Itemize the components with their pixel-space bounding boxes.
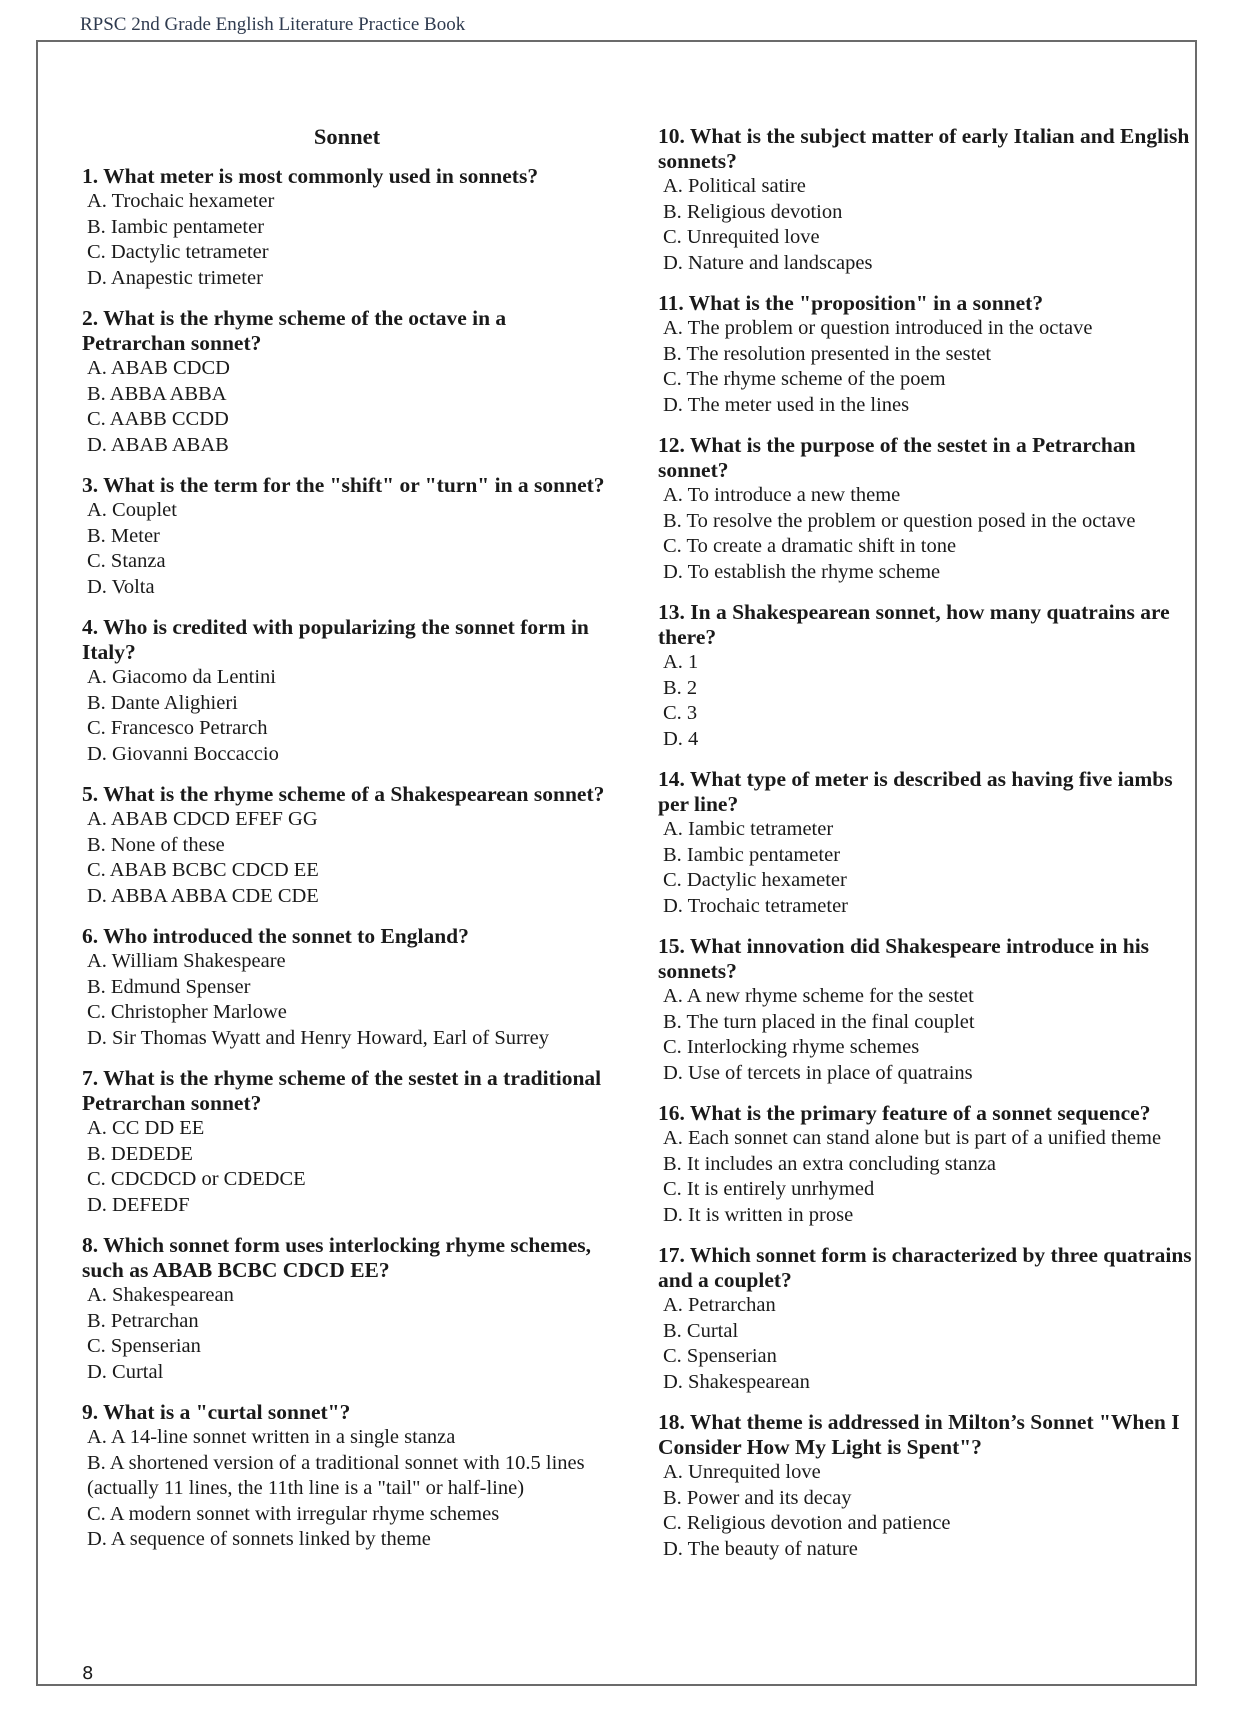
answer-option: A. Shakespearean xyxy=(87,1284,234,1306)
question-block xyxy=(82,1066,612,1218)
question-block xyxy=(82,924,612,1051)
answer-option: B. Edmund Spenser xyxy=(87,975,251,998)
right-column xyxy=(658,82,1198,1577)
question-block xyxy=(658,767,1198,919)
answer-option: B. Iambic pentameter xyxy=(87,215,265,238)
answer-option: D. DEFEDF xyxy=(87,1193,190,1216)
answer-option: D. Use of tercets in place of quatrains xyxy=(663,1061,973,1084)
question-block xyxy=(82,473,612,600)
answer-option: C. Unrequited love xyxy=(663,226,820,248)
question-text: 4. Who is credited with popularizing the sonnet form in Italy? xyxy=(82,615,589,664)
answer-option: C. To create a dramatic shift in tone xyxy=(663,535,957,557)
answer-option: D. The meter used in the lines xyxy=(663,393,910,416)
answer-option: C. Spenserian xyxy=(663,1345,777,1367)
answer-option: D. A sequence of sonnets linked by theme xyxy=(87,1528,431,1550)
answer-option: A. William Shakespeare xyxy=(87,950,286,972)
question-text: 7. What is the rhyme scheme of the sestet in a traditional Petrarchan sonnet? xyxy=(82,1066,602,1115)
answer-option: D. To establish the rhyme scheme xyxy=(663,560,941,583)
answer-option: A. A new rhyme scheme for the sestet xyxy=(663,985,974,1007)
answer-option: C. CDCDCD or CDEDCE xyxy=(87,1168,306,1190)
answer-option: B. A shortened version of a traditional sonnet with 10.5 lines (actually 11 lines, the 11th line is a "tail" or half-line) xyxy=(87,1451,585,1499)
answer-option: D. Curtal xyxy=(87,1360,164,1383)
answer-option: B. Petrarchan xyxy=(87,1309,199,1332)
question-text: 1. What meter is most commonly used in sonnets? xyxy=(82,164,539,188)
question-text: 16. What is the primary feature of a sonnet sequence? xyxy=(658,1101,1151,1125)
answer-option: A. Giacomo da Lentini xyxy=(87,666,277,688)
answer-option: C. ABAB BCBC CDCD EE xyxy=(87,859,319,881)
answer-option: A. Iambic tetrameter xyxy=(663,818,834,840)
answer-option: D. Volta xyxy=(87,575,155,598)
question-block xyxy=(658,1243,1198,1395)
answer-option: B. Dante Alighieri xyxy=(87,691,238,714)
answer-option: C. A modern sonnet with irregular rhyme schemes xyxy=(87,1502,500,1525)
answer-option: D. Sir Thomas Wyatt and Henry Howard, Earl of Surrey xyxy=(87,1026,550,1049)
answer-option: C. Francesco Petrarch xyxy=(87,717,268,739)
answer-option: B. Iambic pentameter xyxy=(663,843,841,866)
answer-option: C. Dactylic hexameter xyxy=(663,869,847,891)
answer-option: D. Giovanni Boccaccio xyxy=(87,742,279,765)
answer-option: B. Power and its decay xyxy=(663,1486,852,1509)
answer-option: A. 1 xyxy=(663,651,699,673)
answer-option: A. CC DD EE xyxy=(87,1117,205,1139)
question-text: 8. Which sonnet form uses interlocking rhyme schemes, such as ABAB BCBC CDCD EE? xyxy=(82,1233,592,1282)
answer-option: D. Shakespearean xyxy=(663,1370,810,1393)
answer-option: B. DEDEDE xyxy=(87,1142,193,1165)
answer-option: B. Curtal xyxy=(663,1319,739,1342)
answer-option: A. The problem or question introduced in the octave xyxy=(663,317,1093,339)
right-question-list xyxy=(658,124,1198,1562)
answer-option: C. AABB CCDD xyxy=(87,408,229,430)
answer-option: B. To resolve the problem or question posed in the octave xyxy=(663,509,1136,532)
question-text: 13. In a Shakespearean sonnet, how many quatrains are there? xyxy=(658,600,1170,649)
question-text: 14. What type of meter is described as having five iambs per line? xyxy=(658,767,1173,816)
answer-option: A. Unrequited love xyxy=(663,1461,821,1483)
answer-option: B. None of these xyxy=(87,833,225,856)
answer-option: C. Religious devotion and patience xyxy=(663,1512,951,1534)
question-block xyxy=(658,433,1198,585)
answer-option: C. Christopher Marlowe xyxy=(87,1001,287,1023)
question-block xyxy=(658,291,1198,418)
answer-option: A. Couplet xyxy=(87,499,177,521)
answer-option: C. 3 xyxy=(663,702,698,724)
question-text: 15. What innovation did Shakespeare introduce in his sonnets? xyxy=(658,934,1150,983)
answer-option: B. The resolution presented in the sestet xyxy=(663,342,992,365)
answer-option: B. 2 xyxy=(663,676,698,699)
question-text: 3. What is the term for the "shift" or "turn" in a sonnet? xyxy=(82,473,605,497)
question-block xyxy=(82,615,612,767)
running-header: RPSC 2nd Grade English Literature Practice Book xyxy=(80,14,466,35)
question-text: 2. What is the rhyme scheme of the octave in a Petrarchan sonnet? xyxy=(82,306,507,355)
answer-option: C. Interlocking rhyme schemes xyxy=(663,1036,920,1058)
answer-option: D. 4 xyxy=(663,727,699,750)
answer-option: C. It is entirely unrhymed xyxy=(663,1178,875,1200)
left-column xyxy=(82,82,612,1568)
question-block xyxy=(658,1410,1198,1562)
answer-option: B. Meter xyxy=(87,524,160,547)
question-text: 6. Who introduced the sonnet to England? xyxy=(82,924,469,948)
question-block xyxy=(658,934,1198,1086)
question-text: 5. What is the rhyme scheme of a Shakespearean sonnet? xyxy=(82,782,605,806)
page-frame xyxy=(36,40,1197,1686)
answer-option: A. ABAB CDCD EFEF GG xyxy=(87,808,318,830)
answer-option: C. Stanza xyxy=(87,550,166,572)
question-block xyxy=(82,782,612,909)
answer-option: A. Petrarchan xyxy=(663,1294,776,1316)
answer-option: C. Dactylic tetrameter xyxy=(87,241,269,263)
question-text: 12. What is the purpose of the sestet in a Petrarchan sonnet? xyxy=(658,433,1136,482)
answer-option: A. ABAB CDCD xyxy=(87,357,230,379)
answer-option: D. ABBA ABBA CDE CDE xyxy=(87,884,319,907)
answer-option: C. The rhyme scheme of the poem xyxy=(663,368,946,390)
answer-option: D. It is written in prose xyxy=(663,1203,854,1226)
question-text: 17. Which sonnet form is characterized by three quatrains and a couplet? xyxy=(658,1243,1192,1292)
question-block xyxy=(82,306,612,458)
answer-option: D. The beauty of nature xyxy=(663,1537,858,1560)
question-block xyxy=(82,164,612,291)
question-block xyxy=(82,1400,612,1553)
answer-option: A. To introduce a new theme xyxy=(663,484,901,506)
question-block xyxy=(658,1101,1198,1228)
answer-option: B. Religious devotion xyxy=(663,200,843,223)
question-block xyxy=(658,600,1198,752)
answer-option: C. Spenserian xyxy=(87,1335,201,1357)
answer-option: B. It includes an extra concluding stanza xyxy=(663,1152,997,1175)
question-text: 10. What is the subject matter of early Italian and English sonnets? xyxy=(658,124,1190,173)
left-question-list xyxy=(82,164,612,1553)
answer-option: D. Trochaic tetrameter xyxy=(663,894,849,917)
section-title: Sonnet xyxy=(313,124,381,149)
question-text: 11. What is the "proposition" in a sonnet? xyxy=(658,291,1044,315)
answer-option: A. Political satire xyxy=(663,175,806,197)
question-block xyxy=(82,1233,612,1385)
answer-option: B. The turn placed in the final couplet xyxy=(663,1010,975,1033)
page-number: 8 xyxy=(82,1663,94,1684)
answer-option: D. Anapestic trimeter xyxy=(87,266,263,289)
question-text: 9. What is a "curtal sonnet"? xyxy=(82,1400,351,1424)
question-text: 18. What theme is addressed in Milton’s Sonnet "When I Consider How My Light is Spent"? xyxy=(658,1410,1180,1459)
answer-option: B. ABBA ABBA xyxy=(87,382,227,405)
answer-option: A. Trochaic hexameter xyxy=(87,190,275,212)
answer-option: D. ABAB ABAB xyxy=(87,433,229,456)
answer-option: A. A 14-line sonnet written in a single stanza xyxy=(87,1426,456,1448)
answer-option: D. Nature and landscapes xyxy=(663,251,873,274)
answer-option: A. Each sonnet can stand alone but is part of a unified theme xyxy=(663,1127,1162,1149)
question-block xyxy=(658,124,1198,276)
